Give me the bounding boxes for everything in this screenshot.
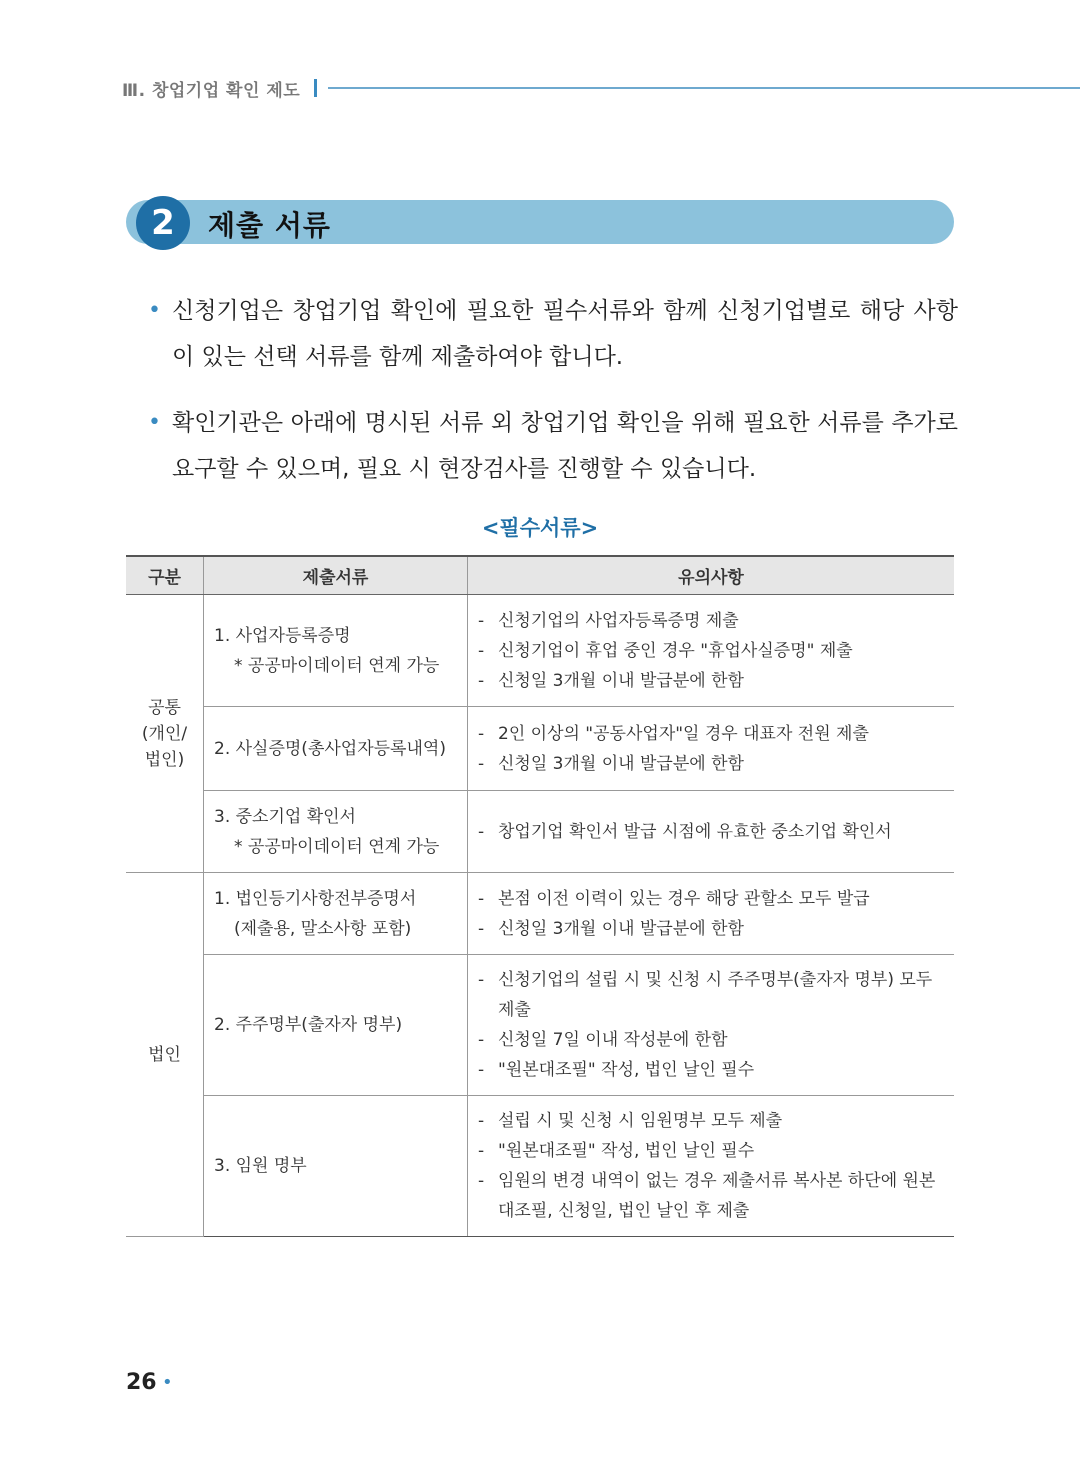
note-item: - 신청일 3개월 이내 발급분에 한함	[478, 914, 944, 944]
note-item: - 창업기업 확인서 발급 시점에 유효한 중소기업 확인서	[478, 817, 944, 847]
notes-cell	[468, 1096, 955, 1237]
table-caption: <필수서류>	[481, 516, 599, 540]
section-number-badge: 2	[136, 196, 190, 250]
table-row	[126, 955, 954, 1096]
page-number-dot-icon: •	[162, 1372, 173, 1393]
notes-cell	[468, 595, 955, 707]
document-name: 1. 사업자등록증명	[214, 625, 351, 646]
bullet-dot-icon: •	[148, 298, 161, 323]
table-row	[126, 595, 954, 707]
notes-cell	[468, 873, 955, 955]
table-row	[126, 707, 954, 791]
category-cell: 법인	[126, 873, 204, 1237]
note-item: - 신청일 3개월 이내 발급분에 한함	[478, 749, 944, 779]
note-item: - 신청기업의 사업자등록증명 제출	[478, 606, 944, 636]
note-item: - 설립 시 및 신청 시 임원명부 모두 제출	[478, 1106, 944, 1136]
notes-cell	[468, 791, 955, 873]
header-divider-bar	[314, 79, 317, 97]
header-document: 제출서류	[204, 556, 468, 595]
bullet-text: 신청기업은 창업기업 확인에 필요한 필수서류와 함께 신청기업별로 해당 사항이 있는 선택 서류를 함께 제출하여야 합니다.	[172, 298, 958, 370]
section-title: 제출 서류	[208, 209, 331, 242]
document-name: 3. 임원 명부	[214, 1156, 307, 1176]
document-cell	[204, 1096, 468, 1237]
document-note: (제출용, 말소사항 포함)	[234, 918, 412, 939]
header-title: Ⅲ. 창업기업 확인 제도	[122, 81, 301, 101]
document-note: * 공공마이데이터 연계 가능	[234, 836, 440, 857]
table-row	[126, 1096, 954, 1237]
header-notes: 유의사항	[468, 556, 955, 595]
note-item: - 신청기업의 설립 시 및 신청 시 주주명부(출자자 명부) 모두 제출	[478, 965, 944, 1025]
notes-cell	[468, 955, 955, 1096]
header-category: 구분	[126, 556, 204, 595]
bullet-dot-icon: •	[148, 410, 161, 435]
document-note: * 공공마이데이터 연계 가능	[234, 655, 440, 676]
document-cell	[204, 873, 468, 955]
page-number: 26	[126, 1370, 157, 1395]
note-item: - 신청기업이 휴업 중인 경우 "휴업사실증명" 제출	[478, 636, 944, 666]
document-cell	[204, 955, 468, 1096]
running-header	[122, 74, 1080, 104]
table-header-row	[126, 556, 954, 595]
document-cell	[204, 707, 468, 791]
note-item: - "원본대조필" 작성, 법인 날인 필수	[478, 1055, 944, 1085]
note-item: - 본점 이전 이력이 있는 경우 해당 관할소 모두 발급	[478, 884, 944, 914]
bullet-text: 확인기관은 아래에 명시된 서류 외 창업기업 확인을 위해 필요한 서류를 추가로 요구할 수 있으며, 필요 시 현장검사를 진행할 수 있습니다.	[172, 410, 958, 482]
document-name: 2. 사실증명(총사업자등록내역)	[214, 738, 446, 759]
document-cell	[204, 791, 468, 873]
note-item: - "원본대조필" 작성, 법인 날인 필수	[478, 1136, 944, 1166]
document-name: 1. 법인등기사항전부증명서	[214, 888, 417, 909]
note-item: - 임원의 변경 내역이 없는 경우 제출서류 복사본 하단에 원본대조필, 신청일, 법인 날인 후 제출	[478, 1166, 944, 1226]
table-row	[126, 873, 954, 955]
document-cell	[204, 595, 468, 707]
category-cell: 공통 (개인/ 법인)	[126, 595, 204, 873]
note-item: - 신청일 3개월 이내 발급분에 한함	[478, 666, 944, 696]
table-row	[126, 791, 954, 873]
required-documents-table	[126, 555, 954, 1237]
note-item: - 신청일 7일 이내 작성분에 한함	[478, 1025, 944, 1055]
note-item: - 2인 이상의 "공동사업자"일 경우 대표자 전원 제출	[478, 719, 944, 749]
document-name: 3. 중소기업 확인서	[214, 806, 356, 827]
notes-cell	[468, 707, 955, 791]
header-rule	[328, 87, 1080, 89]
document-name: 2. 주주명부(출자자 명부)	[214, 1015, 403, 1035]
